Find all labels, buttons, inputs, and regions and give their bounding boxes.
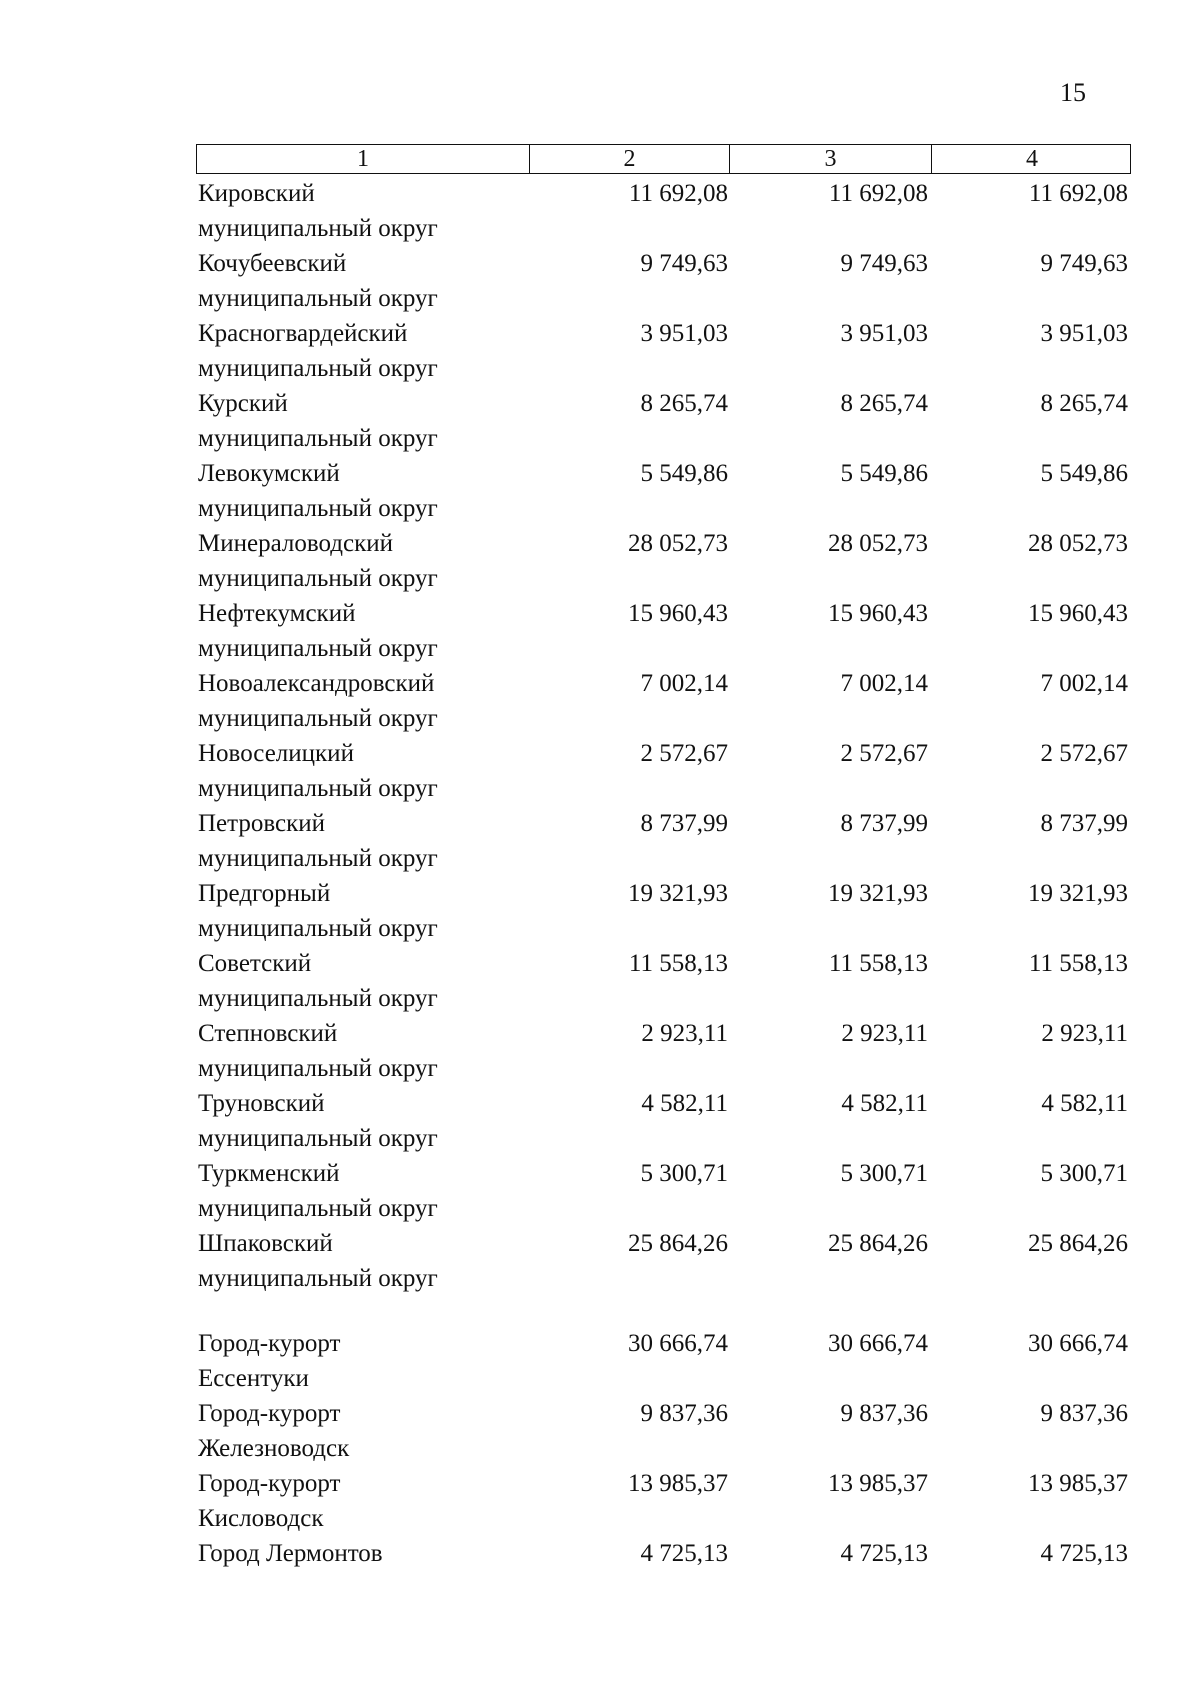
row-value-col-3: 3 951,03: [840, 320, 928, 347]
row-name-line-2: муниципальный округ: [198, 705, 438, 732]
row-value-col-3: 9 837,36: [840, 1400, 928, 1427]
row-name-line-2: муниципальный округ: [198, 215, 438, 242]
table-row-continuation: [194, 771, 1134, 806]
row-name-line-1: Курский: [198, 390, 288, 417]
table-row-continuation: [194, 1121, 1134, 1156]
table-row: [194, 456, 1134, 491]
table-row-continuation: [194, 351, 1134, 386]
row-value-col-2: 9 837,36: [640, 1400, 728, 1427]
row-value-col-4: 15 960,43: [1028, 600, 1128, 627]
table-row: [194, 1396, 1134, 1431]
table-row: [194, 1016, 1134, 1051]
row-value-col-2: 11 692,08: [628, 180, 728, 207]
row-value-col-4: 30 666,74: [1028, 1330, 1128, 1357]
row-value-col-3: 7 002,14: [840, 670, 928, 697]
row-name-line-1: Минераловодский: [198, 530, 394, 557]
row-value-col-2: 7 002,14: [640, 670, 728, 697]
row-value-col-3: 4 582,11: [841, 1090, 928, 1117]
row-name-line-2: муниципальный округ: [198, 985, 438, 1012]
row-value-col-3: 9 749,63: [840, 250, 928, 277]
row-value-col-4: 8 265,74: [1040, 390, 1128, 417]
table-row: [194, 1326, 1134, 1361]
row-name-line-2: муниципальный округ: [198, 565, 438, 592]
row-value-col-4: 9 749,63: [1040, 250, 1128, 277]
group-spacer: [194, 1296, 1134, 1326]
row-value-col-2: 5 549,86: [640, 460, 728, 487]
table-row: [194, 246, 1134, 281]
header-col-2: 2: [530, 145, 730, 173]
table-row-continuation: [194, 701, 1134, 736]
row-value-col-4: 25 864,26: [1028, 1230, 1128, 1257]
row-name-line-2: муниципальный округ: [198, 425, 438, 452]
row-value-col-3: 28 052,73: [828, 530, 928, 557]
row-value-col-3: 13 985,37: [828, 1470, 928, 1497]
table-row: [194, 946, 1134, 981]
row-value-col-3: 11 692,08: [828, 180, 928, 207]
row-name-line-2: муниципальный округ: [198, 1125, 438, 1152]
table-row-continuation: [194, 841, 1134, 876]
table-row: [194, 176, 1134, 211]
row-value-col-4: 3 951,03: [1040, 320, 1128, 347]
row-value-col-4: 13 985,37: [1028, 1470, 1128, 1497]
row-value-col-3: 5 549,86: [840, 460, 928, 487]
table-row-continuation: [194, 281, 1134, 316]
row-value-col-3: 8 737,99: [840, 810, 928, 837]
row-value-col-2: 19 321,93: [628, 880, 728, 907]
cities-group: [194, 1326, 1134, 1571]
table-header: [196, 144, 1131, 174]
table-row: [194, 806, 1134, 841]
row-name-line-2: муниципальный округ: [198, 845, 438, 872]
row-name-line-1: Город Лермонтов: [198, 1540, 383, 1567]
table-row: [194, 1226, 1134, 1261]
row-value-col-2: 3 951,03: [640, 320, 728, 347]
table-row: [194, 596, 1134, 631]
row-value-col-2: 30 666,74: [628, 1330, 728, 1357]
row-name-line-1: Нефтекумский: [198, 600, 356, 627]
row-value-col-4: 11 558,13: [1028, 950, 1128, 977]
table-row: [194, 666, 1134, 701]
row-value-col-2: 8 737,99: [640, 810, 728, 837]
row-value-col-2: 9 749,63: [640, 250, 728, 277]
table-row-continuation: [194, 1261, 1134, 1296]
row-name-line-2: муниципальный округ: [198, 355, 438, 382]
table-row-continuation: [194, 981, 1134, 1016]
row-value-col-2: 11 558,13: [628, 950, 728, 977]
row-value-col-2: 15 960,43: [628, 600, 728, 627]
table-row-continuation: [194, 561, 1134, 596]
table-row: [194, 316, 1134, 351]
table-row-continuation: [194, 1051, 1134, 1086]
row-name-line-2: муниципальный округ: [198, 915, 438, 942]
table-row-continuation: [194, 211, 1134, 246]
table-row-continuation: [194, 1501, 1134, 1536]
row-name-line-1: Новоселицкий: [198, 740, 354, 767]
table-row-continuation: [194, 911, 1134, 946]
row-value-col-3: 15 960,43: [828, 600, 928, 627]
row-value-col-3: 5 300,71: [840, 1160, 928, 1187]
row-name-line-1: Город-курорт: [198, 1470, 341, 1497]
row-value-col-4: 11 692,08: [1028, 180, 1128, 207]
row-value-col-4: 4 582,11: [1041, 1090, 1128, 1117]
table-row-continuation: [194, 491, 1134, 526]
row-name-line-2: муниципальный округ: [198, 285, 438, 312]
table-body: [194, 176, 1134, 1571]
row-name-line-1: Кировский: [198, 180, 315, 207]
row-value-col-4: 5 300,71: [1040, 1160, 1128, 1187]
table-row: [194, 1466, 1134, 1501]
row-name-line-1: Советский: [198, 950, 312, 977]
table-row-continuation: [194, 1361, 1134, 1396]
row-value-col-4: 5 549,86: [1040, 460, 1128, 487]
row-name-line-2: Кисловодск: [198, 1505, 324, 1532]
header-col-4: 4: [1026, 146, 1038, 172]
row-value-col-4: 28 052,73: [1028, 530, 1128, 557]
table-row: [194, 386, 1134, 421]
row-value-col-2: 28 052,73: [628, 530, 728, 557]
row-name-line-1: Шпаковский: [198, 1230, 333, 1257]
row-value-col-3: 2 923,11: [841, 1020, 928, 1047]
table-row: [194, 876, 1134, 911]
row-name-line-1: Петровский: [198, 810, 326, 837]
row-name-line-1: Предгорный: [198, 880, 331, 907]
row-value-col-3: 2 572,67: [840, 740, 928, 767]
header-col-1: 1: [197, 145, 530, 173]
table-row: [194, 1156, 1134, 1191]
table-row: [194, 1536, 1134, 1571]
table-row-continuation: [194, 1431, 1134, 1466]
page-number: 15: [1060, 78, 1086, 107]
row-name-line-1: Левокумский: [198, 460, 340, 487]
row-name-line-1: Кочубеевский: [198, 250, 347, 277]
row-name-line-1: Город-курорт: [198, 1330, 341, 1357]
row-value-col-2: 2 923,11: [641, 1020, 728, 1047]
row-name-line-1: Новоалександровский: [198, 670, 435, 697]
row-value-col-4: 19 321,93: [1028, 880, 1128, 907]
header-col-3: 3: [730, 145, 932, 173]
municipal-districts-group: [194, 176, 1134, 1296]
row-name-line-2: муниципальный округ: [198, 1195, 438, 1222]
row-value-col-2: 4 582,11: [641, 1090, 728, 1117]
row-value-col-3: 8 265,74: [840, 390, 928, 417]
row-value-col-2: 25 864,26: [628, 1230, 728, 1257]
row-value-col-2: 8 265,74: [640, 390, 728, 417]
row-value-col-2: 13 985,37: [628, 1470, 728, 1497]
row-value-col-3: 4 725,13: [840, 1540, 928, 1567]
row-value-col-4: 4 725,13: [1040, 1540, 1128, 1567]
row-name-line-2: Ессентуки: [198, 1365, 309, 1392]
row-name-line-1: Туркменский: [198, 1160, 340, 1187]
row-name-line-1: Красногвардейский: [198, 320, 408, 347]
table-row-continuation: [194, 631, 1134, 666]
row-value-col-3: 30 666,74: [828, 1330, 928, 1357]
row-name-line-2: муниципальный округ: [198, 495, 438, 522]
row-value-col-4: 2 572,67: [1040, 740, 1128, 767]
table-row-continuation: [194, 1191, 1134, 1226]
row-name-line-2: муниципальный округ: [198, 1055, 438, 1082]
table-row-continuation: [194, 421, 1134, 456]
row-name-line-1: Город-курорт: [198, 1400, 341, 1427]
row-name-line-2: муниципальный округ: [198, 1265, 438, 1292]
row-value-col-4: 9 837,36: [1040, 1400, 1128, 1427]
row-value-col-3: 11 558,13: [828, 950, 928, 977]
row-value-col-2: 2 572,67: [640, 740, 728, 767]
row-name-line-1: Труновский: [198, 1090, 325, 1117]
table-row: [194, 1086, 1134, 1121]
table-row: [194, 526, 1134, 561]
row-value-col-2: 4 725,13: [640, 1540, 728, 1567]
row-value-col-2: 5 300,71: [640, 1160, 728, 1187]
row-value-col-3: 19 321,93: [828, 880, 928, 907]
row-value-col-4: 7 002,14: [1040, 670, 1128, 697]
row-name-line-2: муниципальный округ: [198, 775, 438, 802]
row-value-col-3: 25 864,26: [828, 1230, 928, 1257]
row-value-col-4: 8 737,99: [1040, 810, 1128, 837]
row-name-line-2: Железноводск: [198, 1435, 350, 1462]
table-row: [194, 736, 1134, 771]
row-name-line-1: Степновский: [198, 1020, 338, 1047]
row-name-line-2: муниципальный округ: [198, 635, 438, 662]
row-value-col-4: 2 923,11: [1041, 1020, 1128, 1047]
